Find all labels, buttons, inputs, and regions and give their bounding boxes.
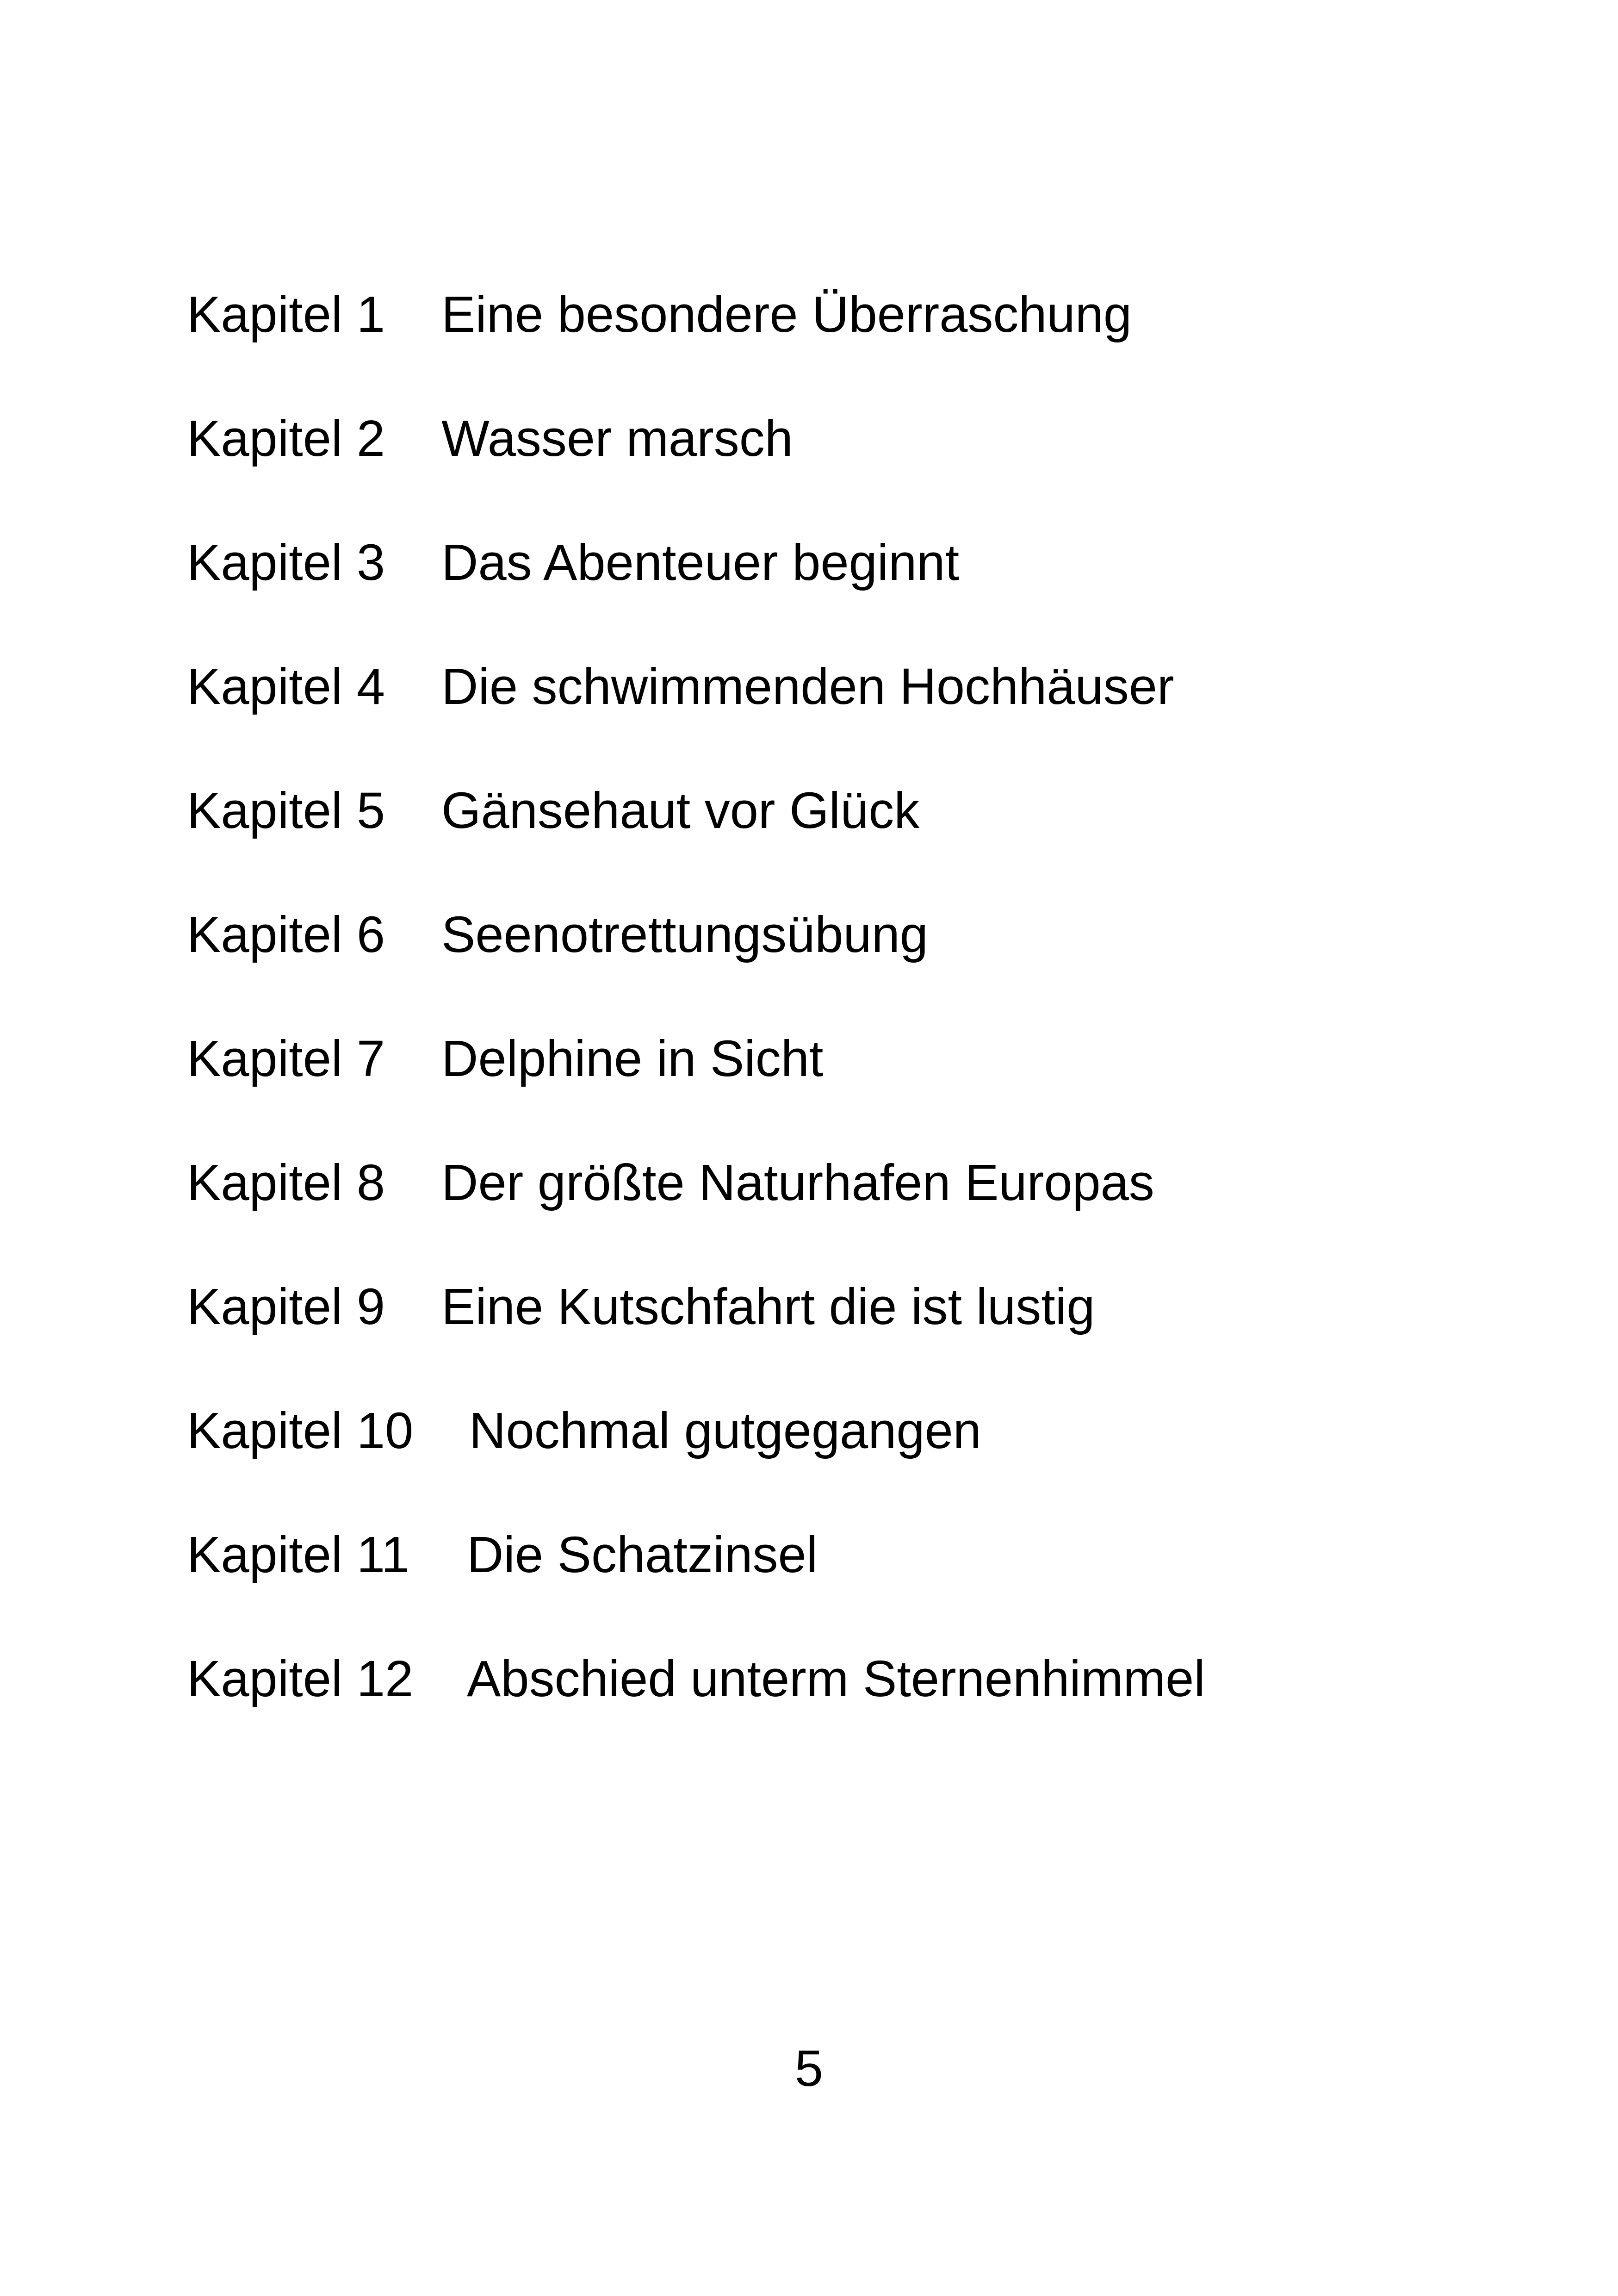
toc-entry-4	[187, 650, 1575, 774]
chapter-label: Kapitel 10	[187, 1402, 414, 1459]
chapter-title: Der größte Naturhafen Europas	[441, 1154, 1154, 1211]
table-of-contents	[187, 278, 1575, 1766]
chapter-title: Seenotrettungsübung	[441, 906, 928, 963]
chapter-label: Kapitel 2	[187, 410, 385, 467]
chapter-title: Delphine in Sicht	[441, 1030, 824, 1087]
chapter-label: Kapitel 7	[187, 1030, 385, 1087]
chapter-title: Das Abenteuer beginnt	[441, 534, 960, 591]
chapter-title: Abschied unterm Sternenhimmel	[467, 1650, 1205, 1707]
chapter-title: Die schwimmenden Hochhäuser	[441, 658, 1174, 715]
toc-entry-7	[187, 1022, 1575, 1146]
chapter-label: Kapitel 6	[187, 906, 385, 963]
toc-entry-12	[187, 1642, 1575, 1766]
chapter-title: Gänsehaut vor Glück	[441, 782, 920, 839]
toc-entry-8	[187, 1146, 1575, 1270]
chapter-label: Kapitel 12	[187, 1650, 414, 1707]
chapter-label: Kapitel 11	[187, 1526, 410, 1583]
toc-entry-2	[187, 402, 1575, 526]
chapter-label: Kapitel 1	[187, 286, 385, 343]
chapter-title: Nochmal gutgegangen	[469, 1402, 981, 1459]
toc-entry-3	[187, 526, 1575, 650]
toc-entry-1	[187, 278, 1575, 402]
chapter-title: Eine Kutschfahrt die ist lustig	[441, 1278, 1095, 1335]
toc-entry-11	[187, 1518, 1575, 1642]
page-number: 5	[794, 2040, 824, 2097]
chapter-label: Kapitel 3	[187, 534, 385, 591]
toc-entry-6	[187, 898, 1575, 1022]
chapter-label: Kapitel 4	[187, 658, 385, 715]
chapter-title: Eine besondere Überraschung	[441, 286, 1132, 343]
chapter-label: Kapitel 9	[187, 1278, 385, 1335]
chapter-title: Die Schatzinsel	[467, 1526, 818, 1583]
chapter-label: Kapitel 5	[187, 782, 385, 839]
chapter-title: Wasser marsch	[441, 410, 793, 467]
toc-entry-5	[187, 774, 1575, 898]
toc-entry-9	[187, 1270, 1575, 1394]
chapter-label: Kapitel 8	[187, 1154, 385, 1211]
toc-entry-10	[187, 1394, 1575, 1518]
